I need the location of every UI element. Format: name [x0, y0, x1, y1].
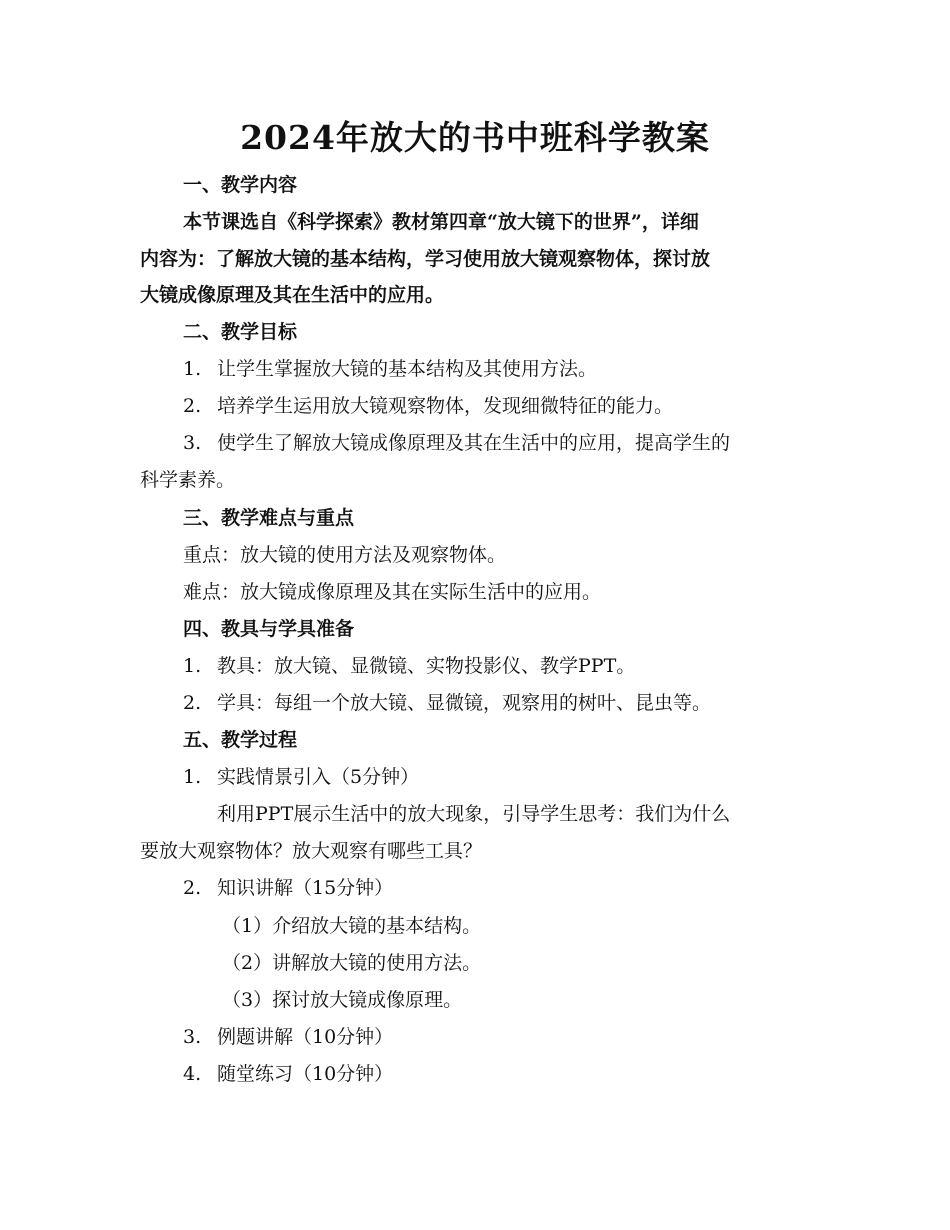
material-text: 教具：放大镜、显微镜、实物投影仪、教学PPT。	[217, 655, 636, 677]
section-heading-materials: 四、教具与学具准备	[183, 618, 355, 640]
objective-item	[183, 425, 853, 462]
step-number: 3.	[183, 1026, 202, 1048]
section-heading-content: 一、教学内容	[183, 174, 298, 196]
objective-item	[183, 351, 853, 388]
step-paragraph-line-2: 要放大观察物体？放大观察有哪些工具？	[140, 840, 483, 862]
content-paragraph-line-1: 本节课选自《科学探索》教材第四章“放大镜下的世界”，详细	[183, 211, 699, 233]
content-paragraph-line-3: 大镜成像原理及其在生活中的应用。	[140, 284, 445, 306]
objective-text: 培养学生运用放大镜观察物体，发现细微特征的能力。	[217, 395, 674, 417]
document-title: 2024年放大的书中班科学教案	[240, 118, 710, 157]
key-point-text: 重点：放大镜的使用方法及观察物体。	[183, 544, 507, 566]
process-step	[183, 1056, 853, 1093]
step-text: 例题讲解（10分钟）	[217, 1026, 394, 1048]
step-paragraph-line-1: 利用PPT展示生活中的放大现象，引导学生思考：我们为什么	[217, 803, 731, 825]
section-heading-process: 五、教学过程	[183, 729, 298, 751]
difficulty-text: 难点：放大镜成像原理及其在实际生活中的应用。	[183, 581, 602, 603]
step-text: 实践情景引入（5分钟）	[217, 766, 420, 788]
step-text: 随堂练习（10分钟）	[217, 1063, 394, 1085]
process-step	[183, 759, 853, 796]
objective-number: 1.	[183, 358, 202, 380]
section-heading-objectives: 二、教学目标	[183, 321, 298, 343]
step-number: 1.	[183, 766, 202, 788]
content-paragraph-line-2: 内容为：了解放大镜的基本结构，学习使用放大镜观察物体，探讨放	[140, 248, 711, 270]
sub-step: （2）讲解放大镜的使用方法。	[222, 952, 482, 974]
step-text: 知识讲解（15分钟）	[217, 877, 394, 899]
objective-number: 2.	[183, 395, 202, 417]
sub-step: （3）探讨放大镜成像原理。	[222, 989, 463, 1011]
step-number: 2.	[183, 877, 202, 899]
material-item	[183, 685, 853, 722]
material-number: 1.	[183, 655, 202, 677]
objective-text: 让学生掌握放大镜的基本结构及其使用方法。	[217, 358, 598, 380]
step-number: 4.	[183, 1063, 202, 1085]
objective-item-continuation: 科学素养。	[140, 469, 236, 491]
objective-item	[183, 388, 853, 425]
process-step	[183, 870, 853, 907]
material-text: 学具：每组一个放大镜、显微镜，观察用的树叶、昆虫等。	[217, 692, 712, 714]
sub-step: （1）介绍放大镜的基本结构。	[222, 915, 482, 937]
section-heading-key-points: 三、教学难点与重点	[183, 507, 355, 529]
material-number: 2.	[183, 692, 202, 714]
process-step	[183, 1019, 853, 1056]
material-item	[183, 648, 853, 685]
objective-number: 3.	[183, 432, 202, 454]
objective-text: 使学生了解放大镜成像原理及其在生活中的应用，提高学生的	[217, 432, 731, 454]
